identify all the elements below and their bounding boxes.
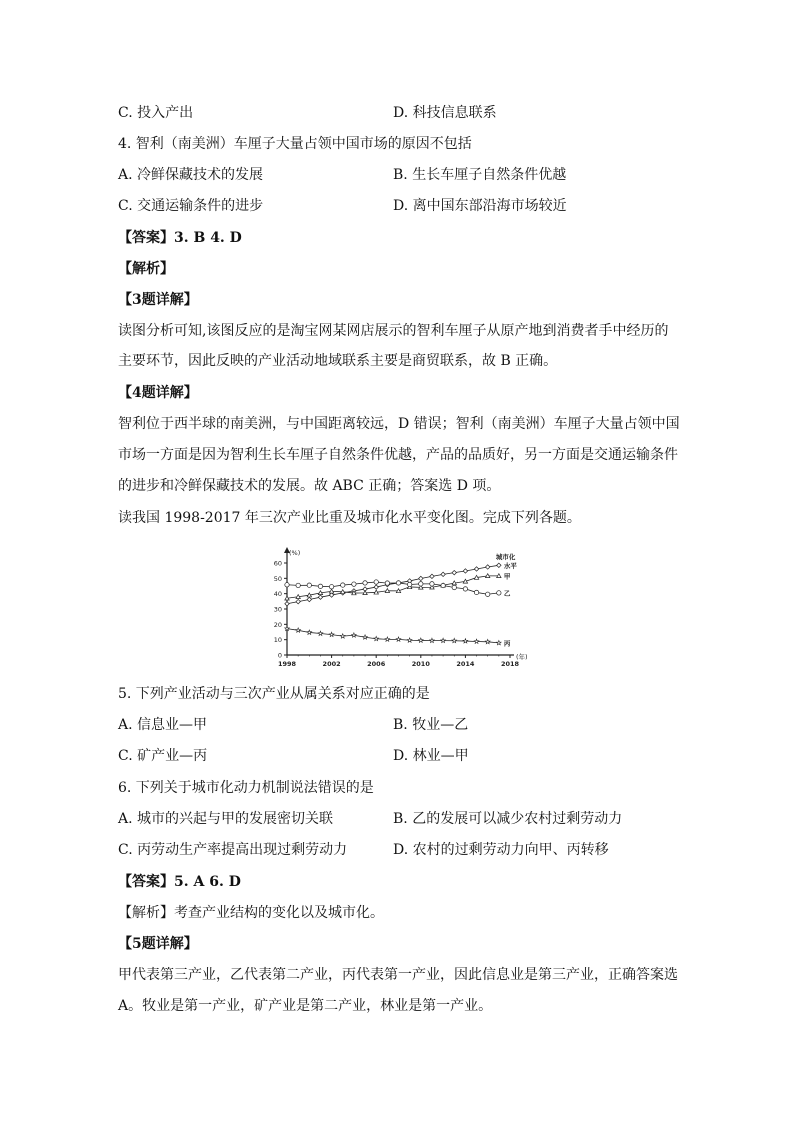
data-point	[318, 584, 322, 588]
data-point	[352, 633, 357, 637]
analysis-summary: 【解析】考查产业结构的变化以及城市化。	[118, 905, 384, 921]
data-point	[474, 567, 478, 571]
x-axis-label: (年)	[516, 653, 528, 661]
data-point	[430, 582, 434, 586]
data-point	[374, 636, 379, 640]
data-point	[485, 639, 490, 643]
data-point	[285, 602, 289, 606]
data-point	[296, 599, 300, 603]
x-tick-label: 2018	[500, 660, 520, 668]
q5-option-d: D. 林业—甲	[393, 748, 469, 764]
data-point	[318, 595, 322, 599]
data-point	[486, 565, 490, 569]
q5-detail-line2: A。牧业是第一产业，矿产业是第二产业，林业是第一产业。	[118, 998, 493, 1014]
q4-detail-line1: 智利位于西半球的南美洲，与中国距离较远，D 错误；智利（南美洲）车厘子大量占领中国	[118, 416, 680, 432]
q6-option-d: D. 农村的过剩劳动力向甲、丙转移	[393, 842, 609, 858]
data-point	[430, 638, 435, 642]
data-point	[441, 638, 446, 642]
data-point	[441, 583, 445, 587]
q6-stem: 6. 下列关于城市化动力机制说法错误的是	[118, 780, 374, 796]
q4-option-d: D. 离中国东部沿海市场较近	[393, 198, 567, 214]
q5-option-b: B. 牧业—乙	[393, 717, 469, 733]
data-point	[486, 592, 490, 596]
q5-option-c: C. 矿产业—丙	[118, 748, 208, 764]
q6-option-c: C. 丙劳动生产率提高出现过剩劳动力	[118, 842, 348, 858]
data-point	[329, 585, 333, 589]
data-point	[441, 572, 445, 576]
q5-stem: 5. 下列产业活动与三次产业从属关系对应正确的是	[118, 686, 430, 702]
chart-intro: 读我国 1998-2017 年三次产业比重及城市化水平变化图。完成下列各题。	[118, 510, 581, 526]
data-point	[385, 581, 389, 585]
series-label: 丙	[503, 639, 511, 648]
data-point	[452, 570, 456, 574]
answer-3-4: 【答案】3. B 4. D	[118, 230, 242, 246]
y-axis-label: (%)	[289, 549, 301, 557]
data-point	[329, 593, 333, 597]
y-tick-label: 60	[273, 559, 282, 568]
data-point	[474, 639, 479, 643]
data-point	[463, 569, 467, 573]
q5-detail-line1: 甲代表第三产业，乙代表第二产业，丙代表第一产业，因此信息业是第三产业，正确答案选	[118, 967, 678, 983]
q6-option-a: A. 城市的兴起与甲的发展密切关联	[118, 811, 334, 827]
y-tick-label: 0	[277, 651, 282, 660]
data-point	[396, 581, 400, 585]
data-point	[374, 580, 378, 584]
data-point	[341, 583, 345, 587]
y-tick-label: 20	[273, 620, 282, 629]
q4-option-b: B. 生长车厘子自然条件优越	[393, 167, 567, 183]
data-point	[285, 583, 289, 587]
x-tick-label: 1998	[277, 660, 297, 668]
data-point	[430, 574, 434, 578]
data-point	[497, 640, 502, 644]
data-point	[452, 585, 456, 589]
series-label: 甲	[503, 572, 511, 581]
data-point	[463, 639, 468, 643]
data-point	[419, 582, 423, 586]
data-point	[374, 585, 378, 589]
data-point	[307, 583, 311, 587]
series-label: 城市化	[495, 552, 516, 561]
data-point	[285, 626, 290, 630]
x-tick-label: 2010	[411, 660, 430, 668]
data-point	[385, 637, 390, 641]
data-point	[329, 632, 334, 636]
q3-detail-line1: 读图分析可知,该图反应的是淘宝网某网店展示的智利车厘子从原产地到消费者手中经历的	[118, 323, 669, 339]
data-point	[463, 587, 467, 591]
data-point	[419, 638, 424, 642]
data-point	[363, 635, 368, 639]
data-point	[340, 634, 345, 638]
data-point	[497, 563, 501, 567]
x-tick-label: 2014	[456, 660, 475, 668]
q3-option-c: C. 投入产出	[118, 105, 194, 121]
q4-option-a: A. 冷鲜保藏技术的发展	[118, 167, 264, 183]
analysis-heading: 【解析】	[118, 261, 174, 277]
q5-detail-heading: 【5题详解】	[118, 936, 198, 952]
q3-detail-heading: 【3题详解】	[118, 292, 198, 308]
series-label: 乙	[503, 589, 511, 598]
data-point	[307, 597, 311, 601]
q6-option-b: B. 乙的发展可以减少农村过剩劳动力	[393, 811, 623, 827]
data-point	[407, 638, 412, 642]
data-point	[296, 628, 301, 632]
data-point	[307, 630, 312, 634]
q4-detail-heading: 【4题详解】	[118, 385, 198, 401]
x-tick-label: 2002	[322, 660, 341, 668]
data-point	[419, 576, 423, 580]
x-tick-label: 2006	[367, 660, 386, 668]
industry-urbanization-chart	[255, 545, 540, 670]
q4-option-c: C. 交通运输条件的进步	[118, 198, 264, 214]
answer-5-6: 【答案】5. A 6. D	[118, 874, 241, 890]
q4-detail-line2: 市场一方面是因为智利生长车厘子自然条件优越，产品的品质好，另一方面是交通运输条件	[118, 447, 678, 463]
y-tick-label: 50	[273, 574, 282, 583]
data-point	[396, 637, 401, 641]
data-point	[352, 582, 356, 586]
data-point	[497, 591, 501, 595]
q3-option-d: D. 科技信息联系	[393, 105, 497, 121]
series-label: 水平	[503, 561, 517, 570]
q4-detail-line3: 的进步和冷鲜保藏技术的发展。故 ABC 正确；答案选 D 项。	[118, 478, 501, 494]
data-point	[363, 581, 367, 585]
data-point	[407, 582, 411, 586]
q5-option-a: A. 信息业—甲	[118, 717, 208, 733]
y-tick-label: 30	[273, 605, 282, 614]
y-tick-label: 10	[273, 636, 282, 645]
q4-stem: 4. 智利（南美洲）车厘子大量占领中国市场的原因不包括	[118, 136, 472, 152]
y-tick-label: 40	[273, 590, 282, 599]
q3-detail-line2: 主要环节，因此反映的产业活动地域联系主要是商贸联系，故 B 正确。	[118, 353, 558, 369]
data-point	[474, 590, 478, 594]
data-point	[452, 638, 457, 642]
data-point	[318, 631, 323, 635]
data-point	[296, 583, 300, 587]
